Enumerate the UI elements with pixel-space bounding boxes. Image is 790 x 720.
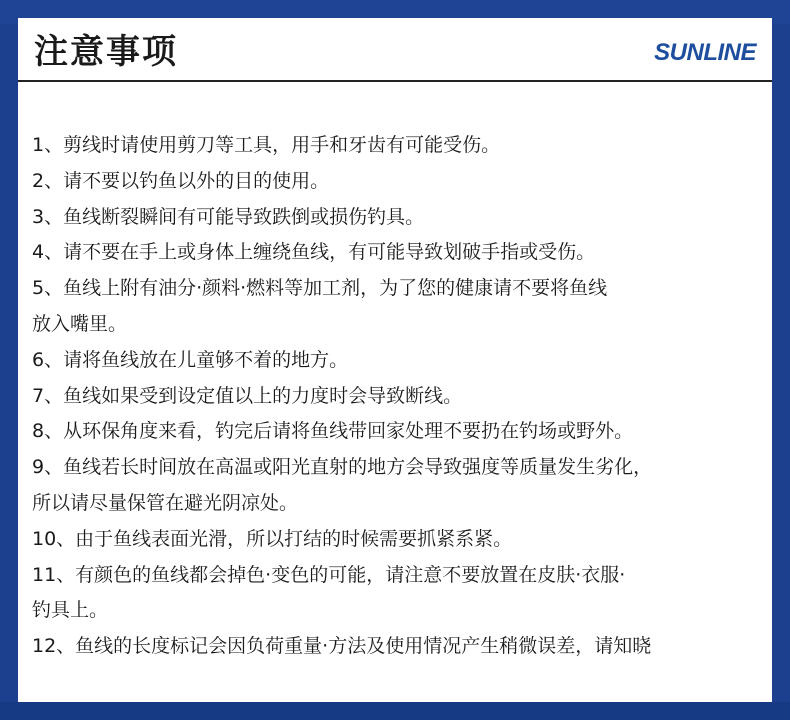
note-item-11 — [32, 558, 762, 630]
note-item-3 — [32, 200, 762, 236]
note-item-5 — [32, 271, 762, 343]
note-text: 10、由于鱼线表面光滑，所以打结的时候需要抓紧系紧。 — [32, 527, 513, 550]
note-text-continued: 所以请尽量保管在避光阴凉处。 — [32, 491, 299, 514]
note-text-continued: 钓具上。 — [32, 599, 109, 622]
note-text: 2、请不要以钓鱼以外的目的使用。 — [32, 169, 330, 192]
note-item-1 — [32, 128, 762, 164]
note-item-9 — [32, 450, 762, 522]
note-item-4 — [32, 235, 762, 271]
sunline-logo: SUNLINE — [654, 39, 756, 66]
note-text: 4、请不要在手上或身体上缠绕鱼线，有可能导致划破手指或受伤。 — [32, 241, 596, 264]
note-item-12 — [32, 629, 762, 665]
notes-list — [32, 128, 762, 665]
note-text: 5、鱼线上附有油分·颜料·燃料等加工剂，为了您的健康请不要将鱼线 — [32, 277, 608, 300]
background-bottom-band — [0, 702, 790, 720]
notice-header — [18, 18, 772, 82]
notice-panel — [18, 18, 772, 702]
note-item-10 — [32, 522, 762, 558]
note-text: 9、鱼线若长时间放在高温或阳光直射的地方会导致强度等质量发生劣化， — [32, 456, 653, 479]
note-item-6 — [32, 343, 762, 379]
note-text: 1、剪线时请使用剪刀等工具，用手和牙齿有可能受伤。 — [32, 134, 501, 156]
note-text: 3、鱼线断裂瞬间有可能导致跌倒或损伤钓具。 — [32, 205, 425, 228]
note-text-continued: 放入嘴里。 — [32, 312, 128, 335]
note-item-7 — [32, 379, 762, 415]
note-text: 6、请将鱼线放在儿童够不着的地方。 — [32, 348, 349, 371]
note-text: 8、从环保角度来看，钓完后请将鱼线带回家处理不要扔在钓场或野外。 — [32, 420, 634, 443]
note-text: 11、有颜色的鱼线都会掉色·变色的可能，请注意不要放置在皮肤·衣服· — [32, 563, 626, 586]
note-text: 12、鱼线的长度标记会因负荷重量·方法及使用情况产生稍微误差，请知晓 — [32, 635, 652, 658]
page-title: 注意事项 — [34, 32, 178, 72]
note-text: 7、鱼线如果受到设定值以上的力度时会导致断线。 — [32, 384, 463, 407]
note-item-8 — [32, 414, 762, 450]
note-item-2 — [32, 164, 762, 200]
